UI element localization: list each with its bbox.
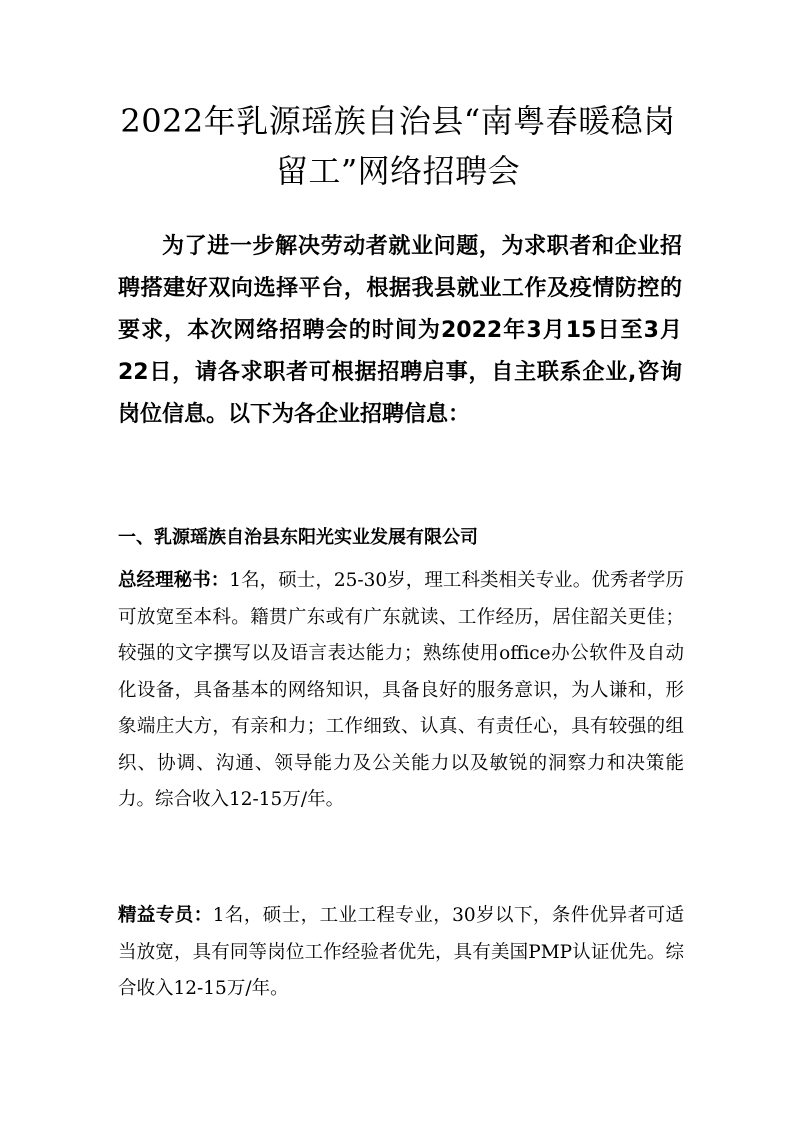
job-entry — [118, 563, 684, 819]
job-title: 总经理秘书： — [118, 570, 230, 591]
job-description: 1名，硕士，25-30岁，理工科类相关专业。优秀者学历可放宽至本科。籍贯广东或有广东就读、工作经历，居住韶关更佳；较强的文字撰写以及语言表达能力；熟练使用office办公软件及自动化设备，具备基本的网络知识，具备良好的服务意识，为人谦和，形象端庄大方，有亲和力；工作细致、认真、有责任心，具有较强的组织、协调、沟通、领导能力及公关能力以及敏锐的洞察力和决策能力。综合收入12-15万/年。 — [118, 570, 684, 810]
job-description: 1名，硕士，工业工程专业，30岁以下，条件优异者可适当放宽，具有同等岗位工作经验者优先，具有美国PMP认证优先。综合收入12-15万/年。 — [118, 905, 684, 999]
job-title: 精益专员： — [118, 905, 213, 926]
job-entry — [118, 898, 684, 1008]
document-title: 2022年乳源瑶族自治县“南粤春暖稳岗留工”网络招聘会 — [120, 102, 676, 190]
intro-paragraph: 为了进一步解决劳动者就业问题，为求职者和企业招聘搭建好双向选择平台，根据我县就业工作及疫情防控的要求，本次网络招聘会的时间为2022年3月15日至3月22日，请各求职者可根据招聘启事，自主联系企业,咨询岗位信息。以下为各企业招聘信息： — [118, 234, 682, 427]
company-heading: 一、乳源瑶族自治县东阳光实业发展有限公司 — [118, 527, 478, 548]
